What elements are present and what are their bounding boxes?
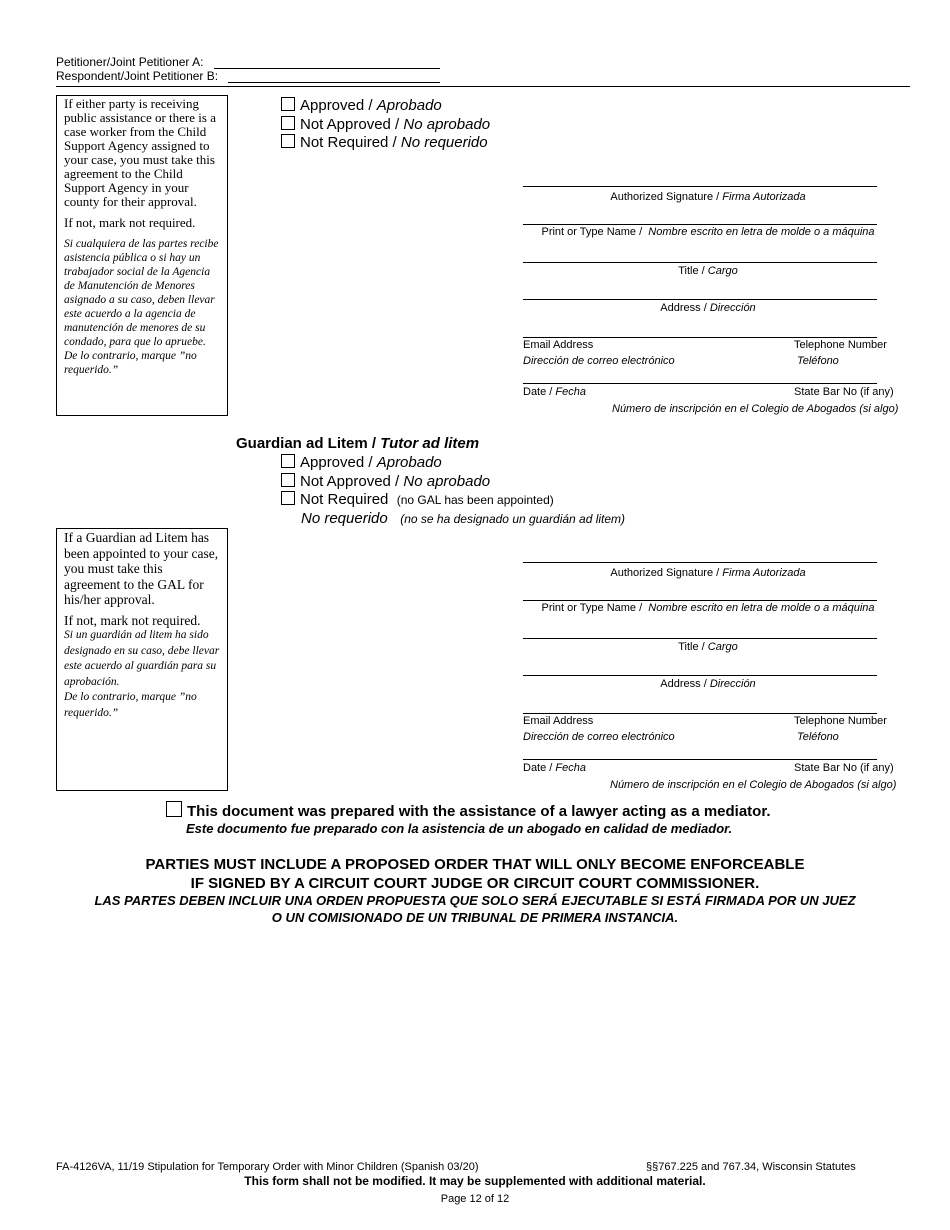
sig2-date-bar-field[interactable] bbox=[523, 759, 877, 760]
mediator-checkbox[interactable] bbox=[166, 801, 182, 817]
sig2-print-label: Print or Type Name / Nombre escrito en letra de molde o a máquina bbox=[541, 602, 875, 614]
respondent-field[interactable] bbox=[228, 82, 440, 83]
sig2-title-field[interactable] bbox=[523, 638, 877, 639]
petitioner-label: Petitioner/Joint Petitioner A: bbox=[56, 55, 204, 69]
sig2-address-field[interactable] bbox=[523, 675, 877, 676]
agency-not-approved-option[interactable] bbox=[281, 116, 490, 133]
gal-not-approved-option[interactable] bbox=[281, 473, 490, 490]
agency-not-required-label-es: No requerido bbox=[400, 134, 488, 151]
sig1-tel-label: Telephone Number bbox=[794, 339, 887, 351]
gal-heading: Guardian ad Litem / Tutor ad litem bbox=[236, 435, 480, 452]
notice-line-2: IF SIGNED BY A CIRCUIT COURT JUDGE OR CIRCUIT COURT COMMISSIONER. bbox=[190, 875, 760, 892]
agency-info-box bbox=[56, 95, 228, 416]
gal-not-required-es-row bbox=[301, 510, 625, 527]
gal-not-approved-label: Not Approved / bbox=[300, 473, 400, 490]
gal-info-es: Si un guardián ad litem ha sido designado en su caso, debe llevar este acuerdo al guardián para su aprobación. bbox=[64, 629, 220, 688]
sig2-bar-label: State Bar No (if any) bbox=[794, 762, 894, 774]
sig2-email-label-es: Dirección de correo electrónico bbox=[523, 731, 675, 743]
notice-line-4: O UN COMISIONADO DE UN TRIBUNAL DE PRIMERA INSTANCIA. bbox=[271, 910, 679, 925]
mediator-option[interactable] bbox=[166, 801, 771, 820]
respondent-label: Respondent/Joint Petitioner B: bbox=[56, 69, 219, 83]
sig1-email-phone-field[interactable] bbox=[523, 337, 877, 338]
sig1-bar-label-es: Número de inscripción en el Colegio de Abogados (si algo) bbox=[612, 403, 899, 415]
sig2-title-label: Title / Cargo bbox=[678, 641, 738, 653]
sig2-auth-label: Authorized Signature / Firma Autorizada bbox=[610, 567, 806, 579]
gal-not-required-checkbox[interactable] bbox=[281, 491, 295, 505]
sig2-bar-label-es: Número de inscripción en el Colegio de Abogados (si algo) bbox=[610, 779, 897, 791]
gal-approved-checkbox[interactable] bbox=[281, 454, 295, 468]
gal-not-required-note-es: (no se ha designado un guardián ad litem) bbox=[400, 512, 626, 526]
agency-not-required-checkbox[interactable] bbox=[281, 134, 295, 148]
notice-line-1: PARTIES MUST INCLUDE A PROPOSED ORDER THAT WILL ONLY BECOME ENFORCEABLE bbox=[145, 856, 805, 873]
gal-info-en2: If not, mark not required. bbox=[64, 612, 201, 628]
sig2-print-name-field[interactable] bbox=[523, 600, 877, 601]
sig1-title-field[interactable] bbox=[523, 262, 877, 263]
agency-not-required-label: Not Required / bbox=[300, 134, 397, 151]
sig1-tel-label-es: Teléfono bbox=[797, 355, 839, 367]
gal-approved-label: Approved / bbox=[300, 454, 373, 471]
sig1-print-label: Print or Type Name / Nombre escrito en letra de molde o a máquina bbox=[541, 226, 875, 238]
agency-not-approved-label: Not Approved / bbox=[300, 116, 400, 133]
sig2-address-label: Address / Dirección bbox=[660, 678, 756, 690]
mediator-label-es: Este documento fue preparado con la asistencia de un abogado en calidad de mediador. bbox=[186, 821, 733, 836]
footer-warning: This form shall not be modified. It may be supplemented with additional material. bbox=[244, 1174, 706, 1188]
sig2-authorized-signature-field[interactable] bbox=[523, 562, 877, 563]
gal-approved-option[interactable] bbox=[281, 454, 442, 471]
agency-approved-checkbox[interactable] bbox=[281, 97, 295, 111]
footer-page-number: Page 12 of 12 bbox=[440, 1193, 510, 1205]
sig1-email-label: Email Address bbox=[523, 339, 594, 351]
gal-not-approved-label-es: No aprobado bbox=[403, 473, 491, 490]
gal-not-required-label: Not Required bbox=[300, 491, 389, 508]
agency-approved-option[interactable] bbox=[281, 97, 442, 114]
mediator-label: This document was prepared with the assistance of a lawyer acting as a mediator. bbox=[187, 803, 771, 820]
agency-approved-label-es: Aprobado bbox=[376, 97, 442, 114]
sig2-tel-label: Telephone Number bbox=[794, 715, 887, 727]
gal-not-required-label-es: No requerido bbox=[301, 510, 388, 527]
sig1-auth-label: Authorized Signature / Firma Autorizada bbox=[610, 191, 806, 203]
sig1-print-name-field[interactable] bbox=[523, 224, 877, 225]
gal-not-required-note: (no GAL has been appointed) bbox=[396, 493, 554, 507]
sig2-email-phone-field[interactable] bbox=[523, 713, 877, 714]
gal-info-es2: De lo contrario, marque ”no requerido.” bbox=[64, 691, 197, 719]
gal-approved-label-es: Aprobado bbox=[376, 454, 442, 471]
header-rule bbox=[56, 86, 910, 87]
sig1-date-label: Date / Fecha bbox=[523, 386, 586, 398]
sig1-title-label: Title / Cargo bbox=[678, 265, 738, 277]
gal-info-box bbox=[56, 528, 228, 791]
gal-info-en: If a Guardian ad Litem has been appointed to your case, you must take this agreement to the GAL for his/her approval. bbox=[64, 530, 219, 607]
agency-not-approved-label-es: No aprobado bbox=[403, 116, 491, 133]
gal-not-required-option[interactable] bbox=[281, 491, 554, 508]
sig1-address-label: Address / Dirección bbox=[660, 302, 756, 314]
sig2-email-label: Email Address bbox=[523, 715, 594, 727]
gal-not-approved-checkbox[interactable] bbox=[281, 473, 295, 487]
sig1-date-bar-field[interactable] bbox=[523, 383, 877, 384]
footer-form-id: FA-4126VA, 11/19 Stipulation for Temporary Order with Minor Children (Spanish 03/20) bbox=[56, 1161, 479, 1173]
sig2-date-label: Date / Fecha bbox=[523, 762, 586, 774]
agency-info-en2: If not, mark not required. bbox=[64, 215, 196, 230]
sig1-address-field[interactable] bbox=[523, 299, 877, 300]
notice-line-3: LAS PARTES DEBEN INCLUIR UNA ORDEN PROPUESTA QUE SOLO SERÁ EJECUTABLE SI ESTÁ FIRMADA POR UN JUEZ bbox=[94, 893, 856, 908]
agency-not-approved-checkbox[interactable] bbox=[281, 116, 295, 130]
agency-info-es2: De lo contrario, marque ”no requerido.” bbox=[64, 350, 197, 376]
petitioner-field[interactable] bbox=[214, 68, 440, 69]
footer-statutes: §§767.225 and 767.34, Wisconsin Statutes bbox=[646, 1161, 856, 1173]
agency-not-required-option[interactable] bbox=[281, 134, 488, 151]
sig2-tel-label-es: Teléfono bbox=[797, 731, 839, 743]
sig1-authorized-signature-field[interactable] bbox=[523, 186, 877, 187]
sig1-email-label-es: Dirección de correo electrónico bbox=[523, 355, 675, 367]
sig1-bar-label: State Bar No (if any) bbox=[794, 386, 894, 398]
agency-info-en: If either party is receiving public assistance or there is a case worker from the Child Support Agency assigned to your case, you must take this agreement to the Child Support Agency in your county for their approval. bbox=[64, 96, 216, 209]
agency-info-es: Si cualquiera de las partes recibe asistencia pública o si hay un trabajador social de la Agencia de Manutención de Menores asignado a su caso, deben llevar este acuerdo a la agencia de manutención de menores de su condado, para que lo apruebe. bbox=[64, 238, 219, 348]
agency-approved-label: Approved / bbox=[300, 97, 373, 114]
